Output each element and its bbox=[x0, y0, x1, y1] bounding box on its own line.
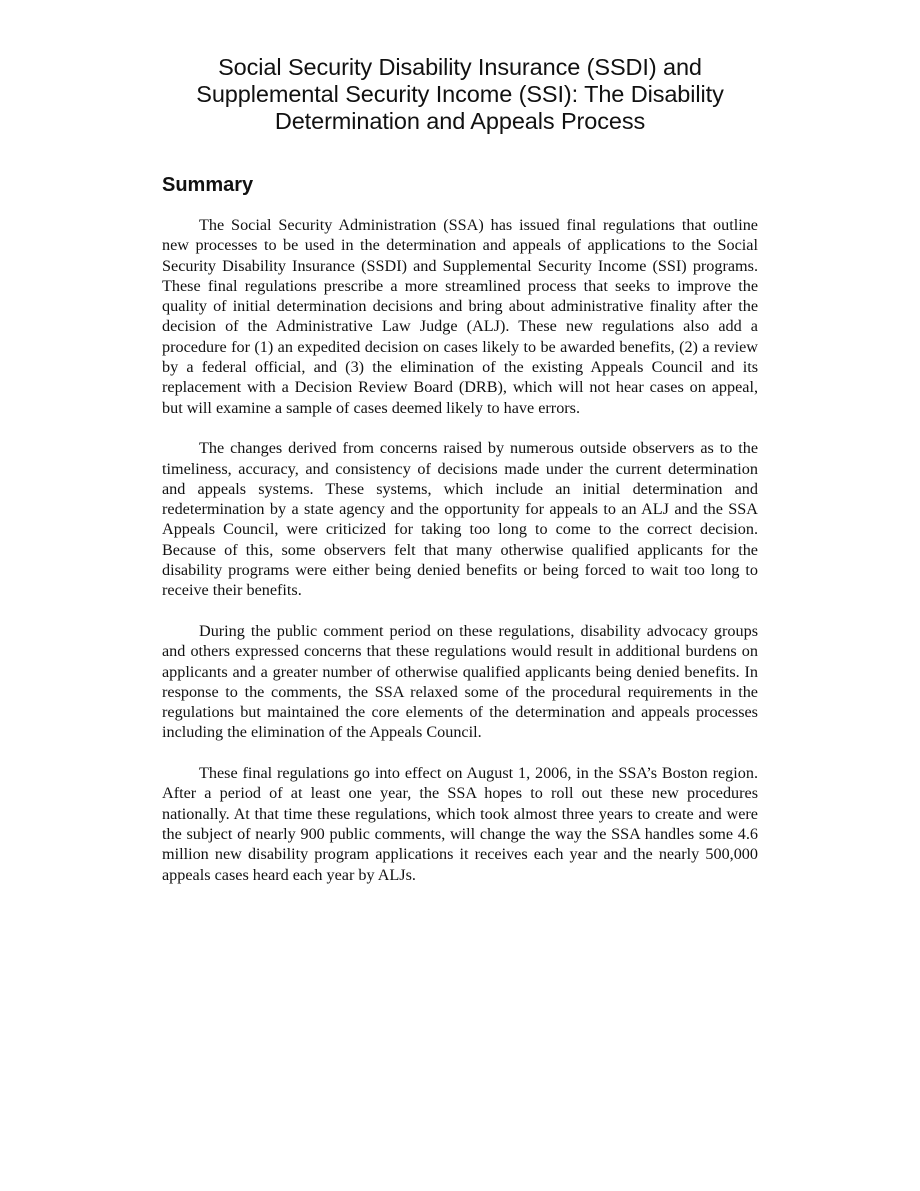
title-line-3: Determination and Appeals Process bbox=[274, 108, 646, 134]
summary-paragraph-4: These final regulations go into effect on August 1, 2006, in the SSA’s Boston region. After a period of at least one year, the SSA hopes to roll out these new procedures nationally. At that time these regulations, which took almost three years to create and were the subject of nearly 900 public comments, will change the way the SSA handles some 4.6 million new disability program applications it receives each year and the nearly 500,000 appeals cases heard each year by ALJs. bbox=[162, 764, 758, 884]
document-page bbox=[162, 54, 758, 905]
summary-paragraph-2: The changes derived from concerns raised by numerous outside observers as to the timeliness, accuracy, and consistency of decisions made under the current determination and appeals systems. These systems, which include an initial determination and redetermination by a state agency and the opportunity for appeals to an ALJ and the SSA Appeals Council, were criticized for taking too long to come to the correct decision. Because of this, some observers felt that many otherwise qualified applicants for the disability programs were either being denied benefits or being forced to wait too long to receive their benefits. bbox=[162, 439, 758, 600]
summary-paragraph-1: The Social Security Administration (SSA) has issued final regulations that outline new processes to be used in the determination and appeals of applications to the Social Security Disability Insurance (SSDI) and Supplemental Security Income (SSI) programs. These final regulations prescribe a more streamlined process that seeks to improve the quality of initial determination decisions and bring about administrative finality after the decision of the Administrative Law Judge (ALJ). These new regulations also add a procedure for (1) an expedited decision on cases likely to be awarded benefits, (2) a review by a federal official, and (3) the elimination of the existing Appeals Council and its replacement with a Decision Review Board (DRB), which will not hear cases on appeal, but will examine a sample of cases deemed likely to have errors. bbox=[162, 216, 758, 417]
title-line-1: Social Security Disability Insurance (SSDI) and bbox=[218, 54, 702, 80]
summary-body bbox=[162, 215, 758, 885]
summary-heading: Summary bbox=[162, 174, 254, 196]
document-title bbox=[162, 54, 758, 135]
summary-paragraph-3: During the public comment period on these regulations, disability advocacy groups and others expressed concerns that these regulations would result in additional burdens on applicants and a greater number of otherwise qualified applicants being denied benefits. In response to the comments, the SSA relaxed some of the procedural requirements in the regulations but maintained the core elements of the determination and appeals processes including the elimination of the Appeals Council. bbox=[162, 621, 758, 742]
title-line-2: Supplemental Security Income (SSI): The Disability bbox=[196, 81, 724, 107]
